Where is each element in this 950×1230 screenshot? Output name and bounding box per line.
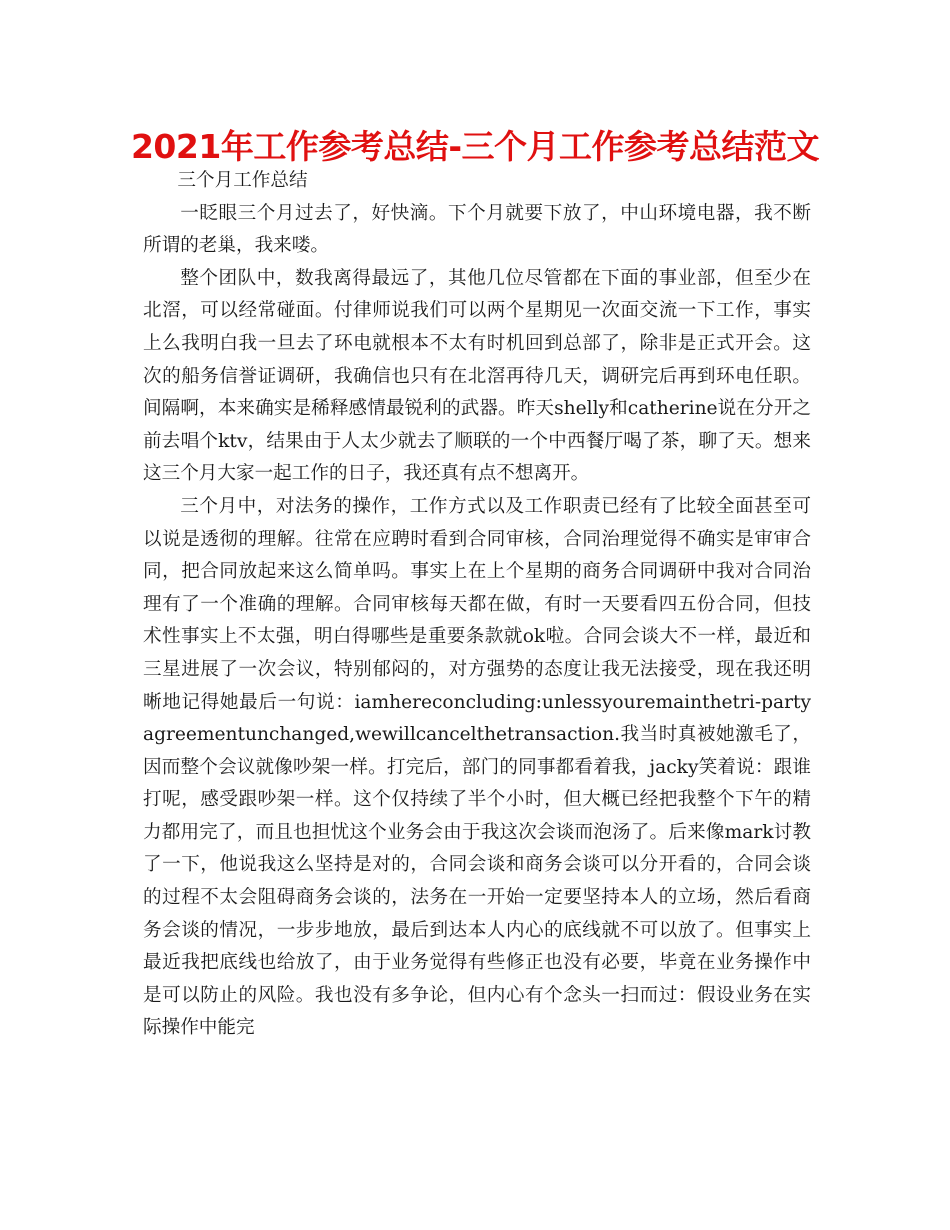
document-body bbox=[143, 165, 811, 1045]
document-title: 2021年工作参考总结-三个月工作参考总结范文 bbox=[130, 127, 820, 166]
document-subtitle: 三个月工作总结 bbox=[177, 170, 308, 191]
paragraph: 三个月中，对法务的操作，工作方式以及工作职责已经有了比较全面甚至可以说是透彻的理解。往常在应聘时看到合同审核，合同治理觉得不确实是审审合同，把合同放起来这么简单吗。事实上在上个星期的商务合同调研中我对合同治理有了一个准确的理解。合同审核每天都在做，有时一天要看四五份合同，但技术性事实上不太强，明白得哪些是重要条款就ok啦。合同会谈大不一样，最近和三星进展了一次会议，特别郁闷的，对方强势的态度让我无法接受，现在我还明晰地记得她最后一句说：iamhereconcluding:unlessyouremainthetri-partyagreementunchanged,wewillcancelthetransaction.我当时真被她激毛了，因而整个会议就像吵架一样。打完后，部门的同事都看着我，jacky笑着说：跟谁打呢，感受跟吵架一样。这个仅持续了半个小时，但大概已经把我整个下午的精力都用完了，而且也担忧这个业务会由于我这次会谈而泡汤了。后来像mark讨教了一下，他说我这么坚持是对的，合同会谈和商务会谈可以分开看的，合同会谈的过程不太会阻碍商务会谈的，法务在一开始一定要坚持本人的立场，然后看商务会谈的情况，一步步地放，最后到达本人内心的底线就不可以放了。但事实上最近我把底线也给放了，由于业务觉得有些修正也没有必要，毕竟在业务操作中是可以防止的风险。我也没有多争论，但内心有个念头一扫而过：假设业务在实际操作中能完 bbox=[143, 495, 811, 1039]
paragraph: 整个团队中，数我离得最远了，其他几位尽管都在下面的事业部，但至少在北滘，可以经常碰面。付律师说我们可以两个星期见一次面交流一下工作，事实上么我明白我一旦去了环电就根本不太有时机回到总部了，除非是正式开会。这次的船务信誉证调研，我确信也只有在北滘再待几天，调研完后再到环电任职。间隔啊，本来确实是稀释感情最锐利的武器。昨天shelly和catherine说在分开之前去唱个ktv，结果由于人太少就去了顺联的一个中西餐厅喝了茶，聊了天。想来这三个月大家一起工作的日子，我还真有点不想离开。 bbox=[143, 267, 811, 485]
paragraph: 一眨眼三个月过去了，好快滴。下个月就要下放了，中山环境电器，我不断所谓的老巢，我来喽。 bbox=[143, 202, 811, 257]
